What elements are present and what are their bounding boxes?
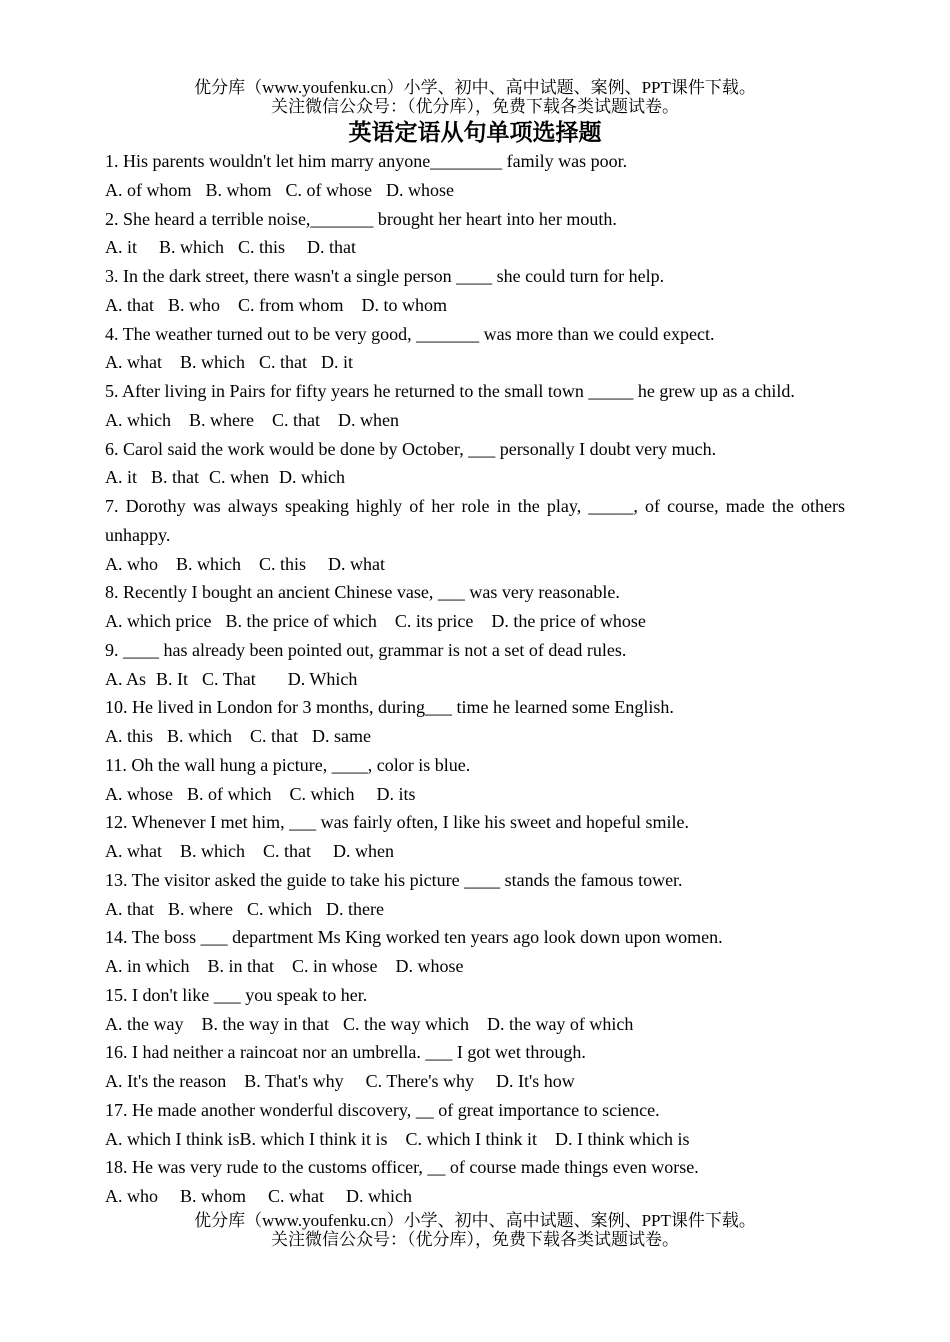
option-c: C. which [246,898,312,919]
option-b: B. which [176,553,241,574]
options-row [105,952,845,981]
option-c: C. which I think it [405,1128,537,1149]
option-d: D. the price of whose [491,611,646,631]
question-text: 9. ____ has already been pointed out, grammar is not a set of dead rules. [105,639,627,660]
option-b: B. the price of which [225,611,377,631]
option-d: D. when [333,841,394,861]
option-d: D. what [328,553,386,574]
option-c: C. this [238,237,286,258]
option-c: C. of whose [285,179,373,200]
option-a: A. It's the reason [105,1071,227,1091]
options-row [105,1182,845,1211]
option-b: B. That's why [244,1071,344,1091]
options-row [105,463,845,492]
option-d: D. when [337,409,399,430]
question-text: 1. His parents wouldn't let him marry anyone________ family was poor. [105,151,628,171]
option-a: A. what [105,841,162,861]
options-row [105,1010,845,1039]
question-text: 14. The boss ___ department Ms King worked ten years ago look down upon women. [105,927,723,948]
option-a: A. it [105,237,138,258]
option-d: D. I think which is [555,1128,690,1149]
option-d: D. whose [386,179,455,200]
option-b: B. where [168,898,233,919]
option-b: B. which I think it is [239,1128,388,1149]
options-row [105,665,845,694]
option-a: A. what [105,352,162,373]
option-d: D. to whom [361,294,448,315]
question-text: 15. I don't like ___ you speak to her. [105,984,368,1005]
option-a: A. which [105,409,171,430]
option-c: C. from whom [238,294,344,315]
option-c: C. There's why [365,1071,475,1091]
question-text: 12. Whenever I met him, ___ was fairly often, I like his sweet and hopeful smile. [105,812,690,833]
header-line-1: 优分库（www.youfenku.cn）小学、初中、高中试题、案例、PPT课件下载。 [194,78,756,97]
option-c: C. in whose [292,956,378,976]
option-a: A. which I think is [105,1128,240,1149]
question-text: 18. He was very rude to the customs officer, __ of course made things even worse. [105,1157,699,1178]
question-text: 10. He lived in London for 3 months, during___ time he learned some English. [105,697,674,718]
question-text: 13. The visitor asked the guide to take his picture ____ stands the famous tower. [105,869,683,890]
question-text: 2. She heard a terrible noise,_______ brought her heart into her mouth. [105,208,617,229]
option-a: A. this [105,726,154,746]
option-d: D. Which [287,668,358,689]
option-b: B. which [180,352,245,373]
page-footer [0,1211,950,1249]
question-text: 8. Recently I bought an ancient Chinese vase, ___ was very reasonable. [105,582,620,603]
option-b: B. that [151,467,200,488]
question-text: 6. Carol said the work would be done by October, ___ personally I doubt very much. [105,438,717,459]
option-b: B. whom [205,179,272,200]
options-row [105,550,845,579]
option-d: D. there [325,898,384,919]
option-c: C. which [289,783,355,804]
option-d: D. it [321,352,354,373]
footer-line-2: 关注微信公众号：（优分库），免费下载各类试题试卷。 [271,1230,679,1249]
options-row [105,1067,845,1096]
option-b: B. the way in that [201,1013,329,1034]
option-b: B. whom [180,1186,247,1206]
question-list [105,147,845,1211]
option-a: A. who [105,1186,158,1206]
option-c: C. the way which [342,1013,469,1034]
options-row [105,780,845,809]
option-b: B. which [159,237,225,258]
option-c: C. when [209,467,270,488]
question-text: 17. He made another wonderful discovery, __ of great importance to science. [105,1099,660,1120]
footer-line-1: 优分库（www.youfenku.cn）小学、初中、高中试题、案例、PPT课件下载。 [194,1211,756,1230]
options-row [105,291,845,320]
question-text: 11. Oh the wall hung a picture, ____, color is blue. [105,754,471,775]
option-d: D. the way of which [486,1013,634,1034]
page-title: 英语定语从句单项选择题 [348,120,602,145]
option-b: B. It [156,668,189,689]
option-d: D. that [307,237,357,258]
option-c: C. That [202,668,256,689]
option-b: B. in that [207,956,274,976]
options-row [105,348,845,377]
option-d: D. whose [395,956,464,976]
page-header [0,78,950,116]
option-c: C. this [259,553,307,574]
question-text: 7. Dorothy was always speaking highly of her role in the play, _____, of course, made the others unhappy. [105,496,845,545]
option-a: A. which price [105,611,212,631]
option-a: A. in which [105,956,190,976]
option-b: B. where [189,409,254,430]
option-c: C. its price [394,611,474,631]
option-c: C. what [268,1186,325,1206]
option-b: B. of which [187,783,272,804]
option-b: B. who [168,294,221,315]
option-a: A. it [105,467,138,488]
option-b: B. which [180,841,245,861]
option-d: D. its [376,783,416,804]
option-d: D. same [312,726,371,746]
options-row [105,233,845,262]
options-row [105,406,845,435]
header-line-2: 关注微信公众号：（优分库），免费下载各类试题试卷。 [271,97,679,116]
option-c: C. that [271,409,320,430]
option-a: A. that [105,294,154,315]
options-row [105,722,845,751]
question-text: 5. After living in Pairs for fifty years he returned to the small town _____ he grew up as a child. [105,381,795,401]
option-a: A. whose [105,783,173,804]
option-a: A. As [105,668,147,689]
options-row [105,1125,845,1154]
option-c: C. that [263,841,311,861]
option-d: D. It's how [496,1071,575,1091]
option-a: A. that [105,898,154,919]
options-row [105,837,845,866]
option-d: D. which [346,1186,413,1206]
option-a: A. who [105,553,158,574]
options-row [105,176,845,205]
question-text: 16. I had neither a raincoat nor an umbrella. ___ I got wet through. [105,1042,586,1063]
option-d: D. which [279,467,346,488]
question-text: 3. In the dark street, there wasn't a single person ____ she could turn for help. [105,266,665,286]
options-row [105,895,845,924]
option-c: C. that [250,726,299,746]
option-a: A. the way [105,1013,184,1034]
option-c: C. that [259,352,307,373]
question-text: 4. The weather turned out to be very good, _______ was more than we could expect. [105,323,715,344]
option-b: B. which [167,726,233,746]
options-row [105,607,845,636]
option-a: A. of whom [105,179,192,200]
